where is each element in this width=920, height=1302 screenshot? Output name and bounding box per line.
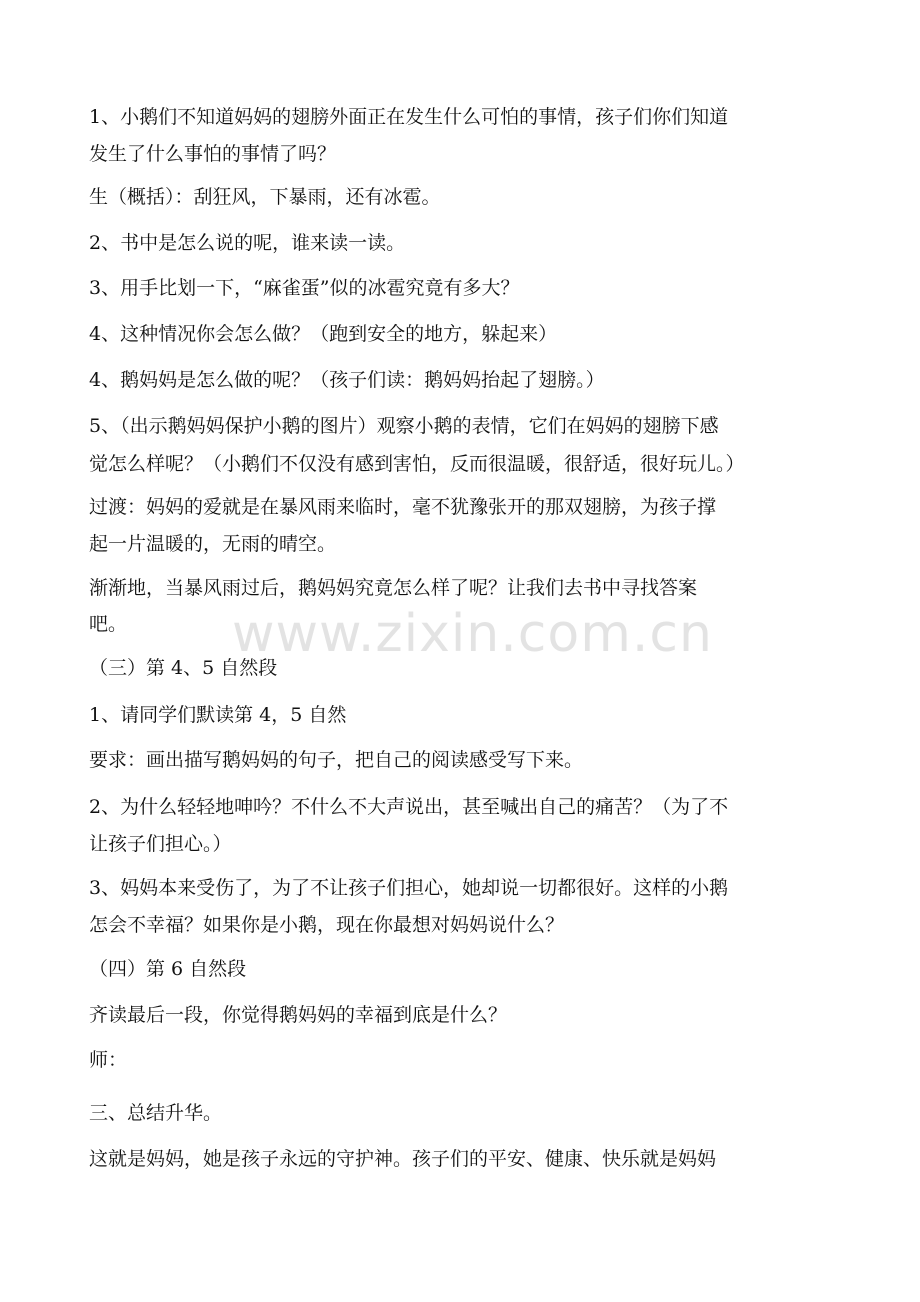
paragraph-line: 发生了什么事怕的事情了吗？ [89,143,337,165]
paragraph-line: 渐渐地，当暴风雨过后，鹅妈妈究竟怎么样了呢？让我们去书中寻找答案 [89,577,698,599]
paragraph-line: 2、为什么轻轻地呻吟？不什么不大声说出，甚至喊出自己的痛苦？（为了不 [89,796,729,818]
section-heading: 三、总结升华。 [89,1102,223,1124]
paragraph-line: 要求：画出描写鹅妈妈的句子，把自己的阅读感受写下来。 [89,749,584,771]
section-heading: （三）第 4、5 自然段 [89,657,278,679]
paragraph-line: 1、请同学们默读第 4，5 自然 [89,704,347,726]
paragraph-line: 师： [89,1049,128,1071]
paragraph-line: 吧。 [89,613,128,635]
paragraph-line: 2、书中是怎么说的呢，谁来读一读。 [89,232,406,254]
paragraph-line: 3、妈妈本来受伤了，为了不让孩子们担心，她却说一切都很好。这样的小鹅 [89,877,729,899]
paragraph-line: 过渡：妈妈的爱就是在暴风雨来临时，毫不犹豫张开的那双翅膀，为孩子撑 [89,496,717,518]
paragraph-line: 起一片温暖的，无雨的晴空。 [89,533,337,555]
paragraph-line: 让孩子们担心。） [89,833,232,855]
section-heading: （四）第 6 自然段 [89,958,247,980]
paragraph-line: 1、小鹅们不知道妈妈的翅膀外面正在发生什么可怕的事情，孩子们你们知道 [89,106,729,128]
paragraph-line: 怎会不幸福？如果你是小鹅，现在你最想对妈妈说什么？ [89,914,565,936]
paragraph-line: 生（概括）：刮狂风，下暴雨，还有冰雹。 [89,186,441,208]
paragraph-line: 5、（出示鹅妈妈保护小鹅的图片）观察小鹅的表情，它们在妈妈的翅膀下感 [89,415,719,437]
paragraph-line: 3、用手比划一下，“麻雀蛋”似的冰雹究竟有多大？ [89,277,520,299]
paragraph-line: 齐读最后一段，你觉得鹅妈妈的幸福到底是什么？ [89,1004,508,1026]
paragraph-line: 4、鹅妈妈是怎么做的呢？（孩子们读：鹅妈妈抬起了翅膀。） [89,369,605,391]
paragraph-line: 觉怎么样呢？（小鹅们不仅没有感到害怕，反而很温暖，很舒适，很好玩儿。） [89,453,745,475]
watermark: www.zixin.com.cn [232,604,713,664]
paragraph-line: 这就是妈妈，她是孩子永远的守护神。孩子们的平安、健康、快乐就是妈妈 [89,1148,717,1170]
paragraph-line: 4、这种情况你会怎么做？（跑到安全的地方，躲起来） [89,323,558,345]
